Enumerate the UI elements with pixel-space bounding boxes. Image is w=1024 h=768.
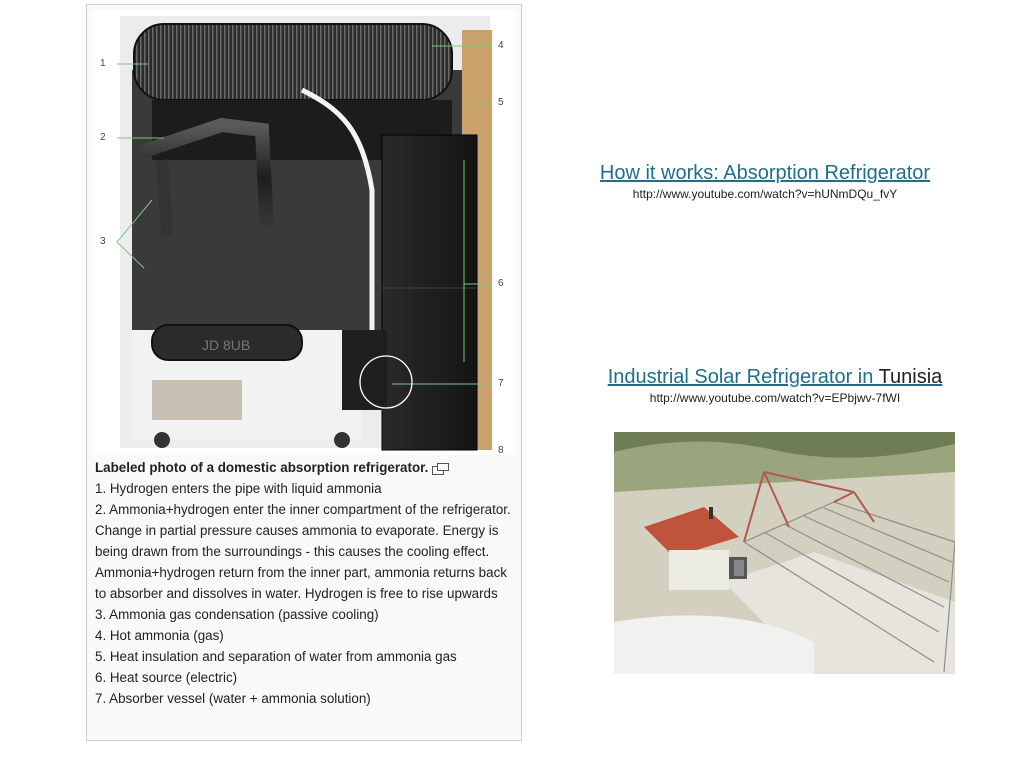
- absorption-video-link[interactable]: How it works: Absorption Refrigerator: [599, 162, 931, 184]
- enlarge-icon[interactable]: [432, 463, 448, 473]
- solar-plant-illustration: [614, 432, 955, 674]
- callout-6: 6: [498, 278, 504, 289]
- figure-caption: [95, 457, 515, 709]
- callout-8: 8: [498, 445, 504, 455]
- absorption-video-url: http://www.youtube.com/watch?v=hUNmDQu_fvY: [632, 187, 898, 201]
- caption-item-5: 5. Heat insulation and separation of water from ammonia gas: [95, 649, 457, 664]
- callout-4: 4: [498, 40, 504, 51]
- refrigerator-photo[interactable]: [92, 10, 516, 455]
- callout-7: 7: [498, 378, 504, 389]
- absorber-marking: JD 8UB: [202, 337, 251, 353]
- callout-3: 3: [100, 236, 106, 247]
- caption-item-7: 7. Absorber vessel (water + ammonia solution): [95, 691, 371, 706]
- callout-5: 5: [498, 97, 504, 108]
- caption-item-3: 3. Ammonia gas condensation (passive cooling): [95, 607, 379, 622]
- solar-refrigerator-photo[interactable]: [614, 432, 955, 674]
- video-link-absorption: [540, 162, 990, 201]
- caption-item-2: 2. Ammonia+hydrogen enter the inner compartment of the refrigerator. Change in partial pressure causes ammonia to evaporate. Energy is being drawn from the surroundings - this causes the cooling effect. Ammonia+hydrogen return from the inner part, ammonia returns back to absorber and dissolves in water. Hydrogen is free to rise upwards: [95, 502, 511, 601]
- callout-1: 1: [100, 58, 106, 69]
- refrigerator-illustration: [92, 10, 516, 455]
- video-link-solar: [550, 366, 1000, 405]
- solar-video-link[interactable]: Industrial Solar Refrigerator in Tunisia: [607, 366, 943, 388]
- caption-title: Labeled photo of a domestic absorption refrigerator.: [95, 460, 429, 475]
- caption-item-1: 1. Hydrogen enters the pipe with liquid ammonia: [95, 481, 382, 496]
- caption-item-4: 4. Hot ammonia (gas): [95, 628, 224, 643]
- refrigerator-figure: [86, 4, 522, 741]
- callout-2: 2: [100, 132, 106, 143]
- caption-item-6: 6. Heat source (electric): [95, 670, 238, 685]
- solar-video-url: http://www.youtube.com/watch?v=EPbjwv-7fWI: [649, 391, 901, 405]
